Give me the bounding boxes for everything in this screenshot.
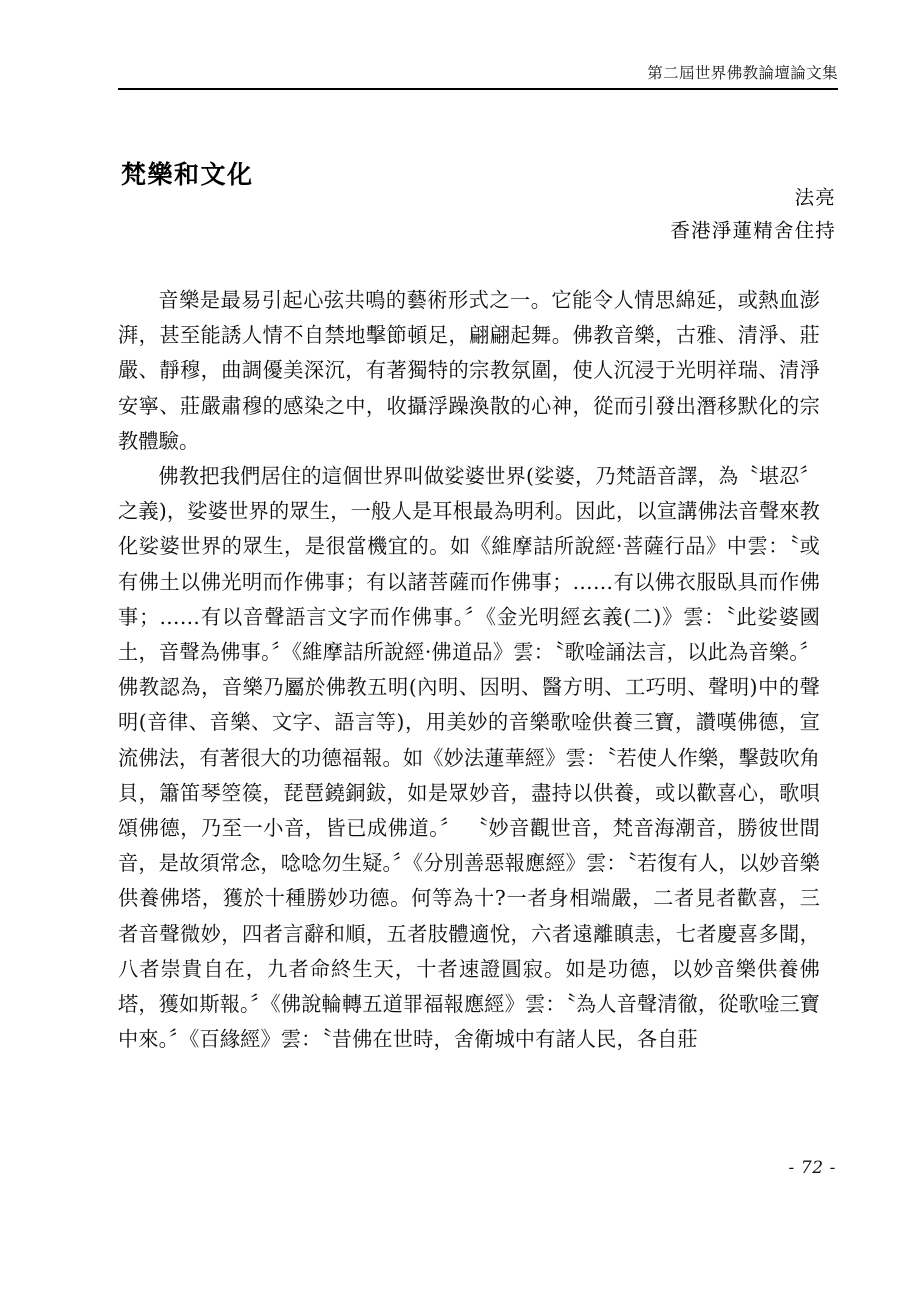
header-divider bbox=[118, 88, 838, 90]
running-title: 第二屆世界佛教論壇論文集 bbox=[647, 64, 838, 82]
body-paragraph-1: 音樂是最易引起心弦共鳴的藝術形式之一。它能令人情思綿延，或熱血澎湃，甚至能誘人情不自禁地擊節頓足，翩翩起舞。佛教音樂，古雅、清淨、莊嚴、靜穆，曲調優美深沉，有著獨特的宗教氛圍，使人沉浸于光明祥瑞、清淨安寧、莊嚴肅穆的感染之中，收攝浮躁渙散的心神，從而引發出潛移默化的宗教體驗。 bbox=[118, 288, 820, 453]
author-name: 法亮 bbox=[794, 186, 836, 209]
page-header bbox=[118, 62, 838, 90]
body-paragraph-2: 佛教把我們居住的這個世界叫做娑婆世界(娑婆，乃梵語音譯，為〝堪忍〞之義)，娑婆世界的眾生，一般人是耳根最為明利。因此，以宣講佛法音聲來教化娑婆世界的眾生，是很當機宜的。如《維摩詰所說經·菩薩行品》中雲：〝或有佛土以佛光明而作佛事；有以諸菩薩而作佛事；……有以佛衣服臥具而作佛事；……有以音聲語言文字而作佛事。〞《金光明經玄義(二)》雲：〝此娑婆國土，音聲為佛事。〞《維摩詰所說經·佛道品》雲：〝歌唫誦法言，以此為音樂。〞 佛教認為，音樂乃屬於佛教五明(內明、因明、醫方明、工巧明、聲明)中的聲明(音律、音樂、文字、語言等)，用美妙的音樂歌唫供養三寶，讚嘆佛德，宣流佛法，有著很大的功德福報。如《妙法蓮華經》雲：〝若使人作樂，擊鼓吹角貝，簫笛琴箜篌，琵琶鐃銅鈸，如是眾妙音，盡持以供養，或以歡喜心，歌唄頌佛德，乃至一小音，皆已成佛道。〞 〝妙音觀世音，梵音海潮音，勝彼世間音，是故須常念，唸唸勿生疑。〞《分別善惡報應經》雲：〝若復有人，以妙音樂供養佛塔，獲於十種勝妙功德。何等為十?一者身相端嚴，二者見者歡喜，三者音聲微妙，四者言辭和順，五者肢體適悅，六者遠離瞋恚，七者慶喜多聞，八者崇貴自在，九者命終生天，十者速證圓寂。如是功德，以妙音樂供養佛塔，獲如斯報。〞《佛說輪轉五道罪福報應經》雲：〝為人音聲清徹，從歌唫三寶中來。〞《百緣經》雲：〝昔佛在世時，舍衛城中有諸人民，各自莊 bbox=[118, 464, 820, 1052]
byline-block bbox=[118, 182, 836, 248]
page-number: - 72 - bbox=[788, 1158, 836, 1178]
body-text bbox=[118, 283, 820, 1057]
author-affiliation: 香港淨蓮精舍住持 bbox=[670, 219, 836, 242]
page-title: 梵樂和文化 bbox=[121, 159, 254, 189]
